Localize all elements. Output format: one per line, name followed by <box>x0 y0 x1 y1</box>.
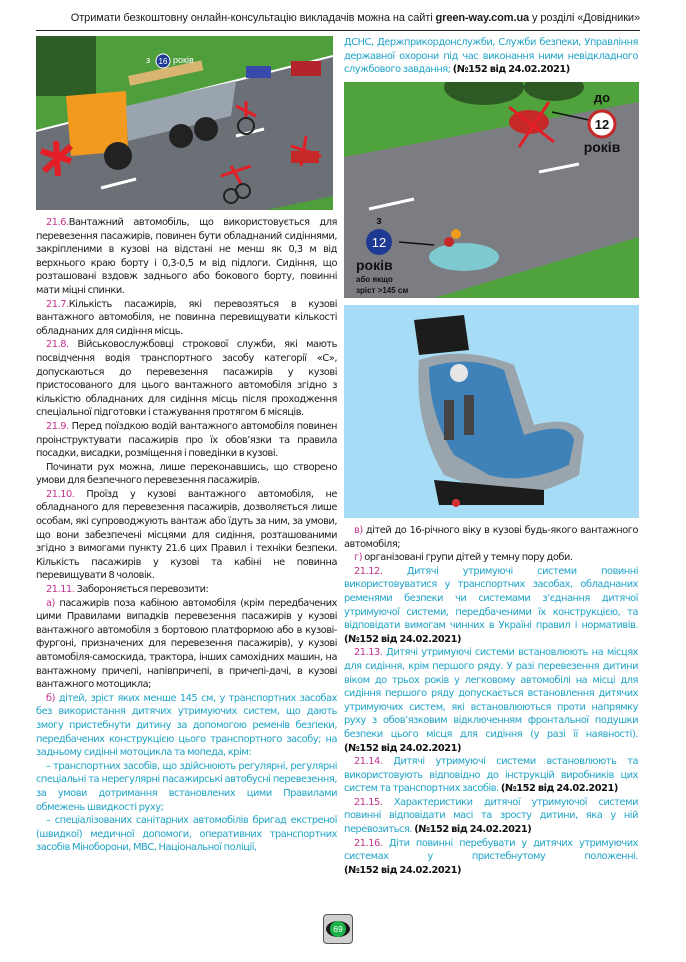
left-column <box>36 216 337 855</box>
amendment-reference: (№152 від 24.02.2021) <box>414 824 532 836</box>
section-21-11 <box>36 583 337 597</box>
item-v <box>344 524 638 551</box>
item-g <box>344 551 638 565</box>
top-age-prefix: до <box>593 90 611 105</box>
item-letter: г) <box>354 552 363 564</box>
item-b <box>36 692 337 760</box>
section-21-6 <box>36 216 337 298</box>
item-letter: а) <box>46 597 55 609</box>
section-number: 21.6. <box>46 217 69 228</box>
section-21-8 <box>36 338 337 420</box>
section-text: Кількість пасажирів, які перевозяться в кузові вантажного автомобіля, не повинна перевищувати кількості обладнаних для сидіння місць. <box>36 298 337 337</box>
amendment-reference: (№152 від 24.02.2021) <box>500 783 618 795</box>
section-21-14 <box>344 755 638 796</box>
item-text: дітей, зріст яких менше 145 см, у транспортних засобах без використання дитячих утримуючих систем, що дають змогу пристебнути дитину за допомогою ременів безпеки, передбачених конструкцією цього транспортного засобу; на задньому сидінні мотоцикла та мопеда, крім: <box>36 692 337 759</box>
section-number: 21.10. <box>46 488 75 500</box>
section-number: 21.14. <box>354 756 383 768</box>
traffic-light-icon <box>326 921 350 937</box>
section-number: 21.12. <box>354 565 383 577</box>
continuation-text: ДСНС, Держприкордонслужби, Служби безпеки, Управління державної охорони під час виконання ними невідкладного службового завдання; <box>344 37 638 76</box>
amendment-reference: (№152 від 24.02.2021) <box>344 864 462 876</box>
section-text: Дитячі утримуючі системи встановлюють та використовують відповідно до інструкцій виробників цих систем та транспортних засобів. <box>344 756 638 795</box>
amendment-reference: (№152 від 24.02.2021) <box>344 742 462 754</box>
truck-age-value: 16 <box>158 57 168 66</box>
section-21-15 <box>344 796 638 837</box>
section-text: Військовослужбовці строкової служби, які мають посвідчення водія транспортного засобу категорії «С», допускаються до перевезення пасажирів у кузові пристосованого для цього вантажного автомобіля згідно з кількістю обладнаних для сидіння місць після проходження спеціальної підготовки і стажування протягом 6 місяців. <box>36 339 337 419</box>
section-text: Проїзд у кузові вантажного автомобіля, не обладнаного для перевезення пасажирів, дозволяється лише особам, які супроводжують вантаж або їдуть за ним, за умови, що вони забезпечені місцями для сидіння, розташованими згідно з вимогами пункту 21.6 цих Правил і техніки безпеки. Кількість пасажирів у кузові та кабіні не повинна перевищувати 8 чоловік. <box>36 488 337 582</box>
section-number: 21.11. <box>46 584 75 596</box>
exception-1: – транспортних засобів, що здійснюють регулярні, регулярні спеціальні та нерегулярні пасажирські автобусні перевезення, за умови дотримання встановлених цими Правилами обмежень швидкості руху; <box>36 760 337 813</box>
section-text: Перед поїздкою водій вантажного автомобіля повинен проінструктувати пасажирів про їх обов’язки та правила посадки, висадки, розміщення і поведінки в кузові. <box>36 420 338 460</box>
exception-2: – спеціалізованих санітарних автомобілів бригад екстреної (швидкої) медичної допомоги, оперативних транспортних засобів Міноборони, МВС, Національної поліції, <box>36 815 337 854</box>
top-age-suffix: років <box>583 139 621 155</box>
section-text: Забороняється перевозити: <box>76 584 209 596</box>
section-text: Вантажний автомобіль, що використовується для перевезення пасажирів, повинен бути обладнаний сидіннями, закріпленими в кузові на відстані не менш як 0,3 м від верхнього краю борту і 0,3-0,5 м від підлоги. Сидіння, що розташовані вздовж заднього або бокового борту, повинні мати міцні спинки. <box>36 217 337 296</box>
bottom-note-1: або якщо <box>356 275 393 284</box>
section-text: Дитячі утримуючі системи повинні використовуватися у транспортних засобах, обладнаних ременями безпеки чи системами з’єднання дитячої утримуючої системи, передбаченими їх конструкцією, та відповідати вимогам чинних в Україні правил і нормативів. <box>344 565 638 632</box>
section-21-12 <box>344 565 638 647</box>
section-21-10 <box>36 488 337 583</box>
section-text: Характеристики дитячої утримуючої системи повинні відповідати масі та зросту дитини, яка у ній перевозиться. <box>344 796 638 836</box>
truck-age-suffix: років <box>173 55 194 65</box>
exception-2-continuation <box>344 36 638 77</box>
section-number: 21.16. <box>354 837 383 849</box>
section-21-16 <box>344 837 638 878</box>
amendment-reference: (№152 від 24.02.2021) <box>344 633 462 645</box>
section-text: Діти повинні перебувати у дитячих утримуючих системах у пристебнутому положенні. <box>344 837 638 863</box>
header-text: Отримати безкоштовну онлайн-консультацію викладачів можна на сайті <box>70 12 436 24</box>
section-text: Дитячі утримуючі системи встановлюють на місцях для сидіння, крім першого ряду. У разі перевезення дитини віком до трьох років у легковому автомобілі на місці для сидіння першого ряду допускається встановлення дитячих утримуючих систем, які встановлюються проти напрямку руху з обов’язковим відключенням фронтальної подушки безпеки цього місця для сидіння (у разі її наявності). <box>344 647 638 740</box>
section-number: 21.7. <box>46 298 69 310</box>
section-number: 21.8. <box>46 339 69 351</box>
section-21-7 <box>36 298 337 339</box>
right-column-top <box>344 36 638 77</box>
child-seat-illustration <box>344 305 639 518</box>
section-21-13 <box>344 646 638 755</box>
section-number: 21.9. <box>46 420 69 432</box>
headrest <box>414 315 469 355</box>
truck-age-prefix: з <box>146 55 151 65</box>
item-text: організовані групи дітей у темну пору доби. <box>364 552 573 564</box>
section-21-9-note: Починати рух можна, лише переконавшись, що створено умови для безпечного перевезення пасажирів. <box>36 461 337 487</box>
item-letter: в) <box>354 525 363 536</box>
bottom-note-2: зріст >145 см <box>356 286 409 295</box>
item-text: пасажирів поза кабіною автомобіля (крім передбачених цими Правилами випадків перевезення пасажирів у кузові вантажного автомобіля з бортовою платформою або в кузові-фургоні, призначених для перевезення пасажирів), у кузові автомобіля-самоскида, трактора, інших самохідних машин, на вантажному причепі, напівпричепі, в причепі-дачі, в кузові вантажного мотоцикла; <box>36 597 338 691</box>
item-text: дітей до 16-річного віку в кузові будь-якого вантажного автомобіля; <box>344 525 638 550</box>
section-number: 21.15. <box>354 796 383 808</box>
page-number-badge <box>323 914 353 944</box>
bottom-age-suffix: років <box>356 257 393 273</box>
item-a <box>36 597 337 692</box>
moped-passenger-age-illustration <box>344 82 639 298</box>
header-text-end: у розділі «Довідники» <box>529 12 640 24</box>
bottom-age-prefix: з <box>376 215 382 227</box>
amendment-reference: (№152 від 24.02.2021) <box>452 64 570 76</box>
top-age-value: 12 <box>594 117 610 132</box>
item-letter: б) <box>46 692 55 704</box>
page-header <box>36 10 640 31</box>
header-site-link[interactable]: green-way.com.ua <box>435 12 530 24</box>
right-column-bottom <box>344 524 638 877</box>
section-number: 21.13. <box>354 647 383 659</box>
moped-allowed <box>429 243 499 271</box>
page-number: 69 <box>330 921 346 937</box>
truck-passengers-illustration <box>36 36 333 210</box>
section-21-9 <box>36 420 337 461</box>
bottom-age-value: 12 <box>371 235 387 250</box>
